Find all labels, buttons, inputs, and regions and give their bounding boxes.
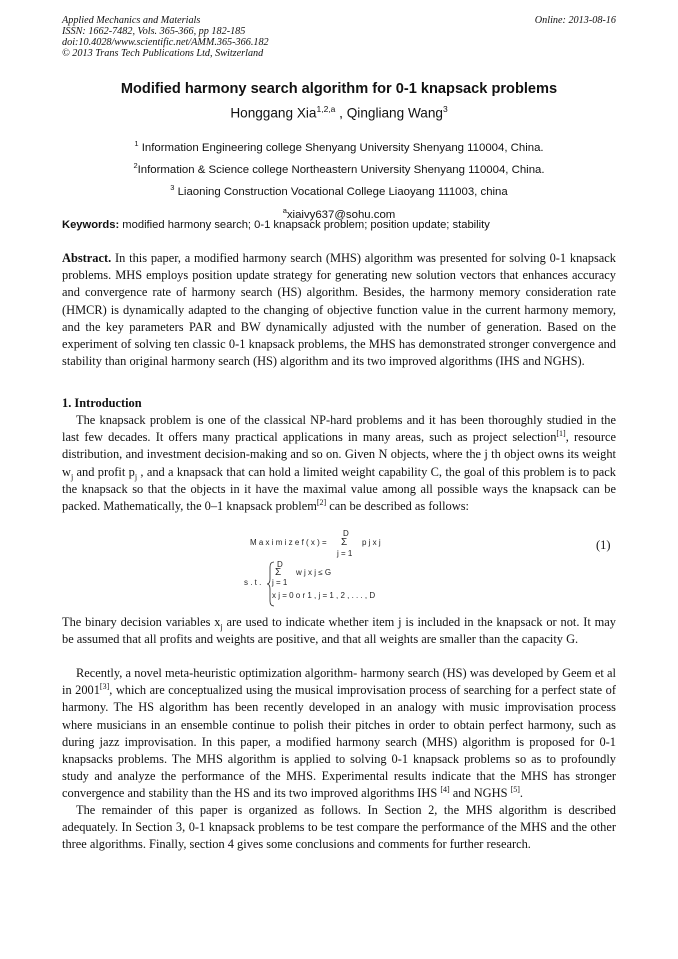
eq-c1-bottom: j = 1 <box>272 578 288 587</box>
citation: [2] <box>316 497 327 507</box>
subscript: j <box>70 472 74 482</box>
text-run: The knapsack problem is one of the classical NP-hard problems and it has been thoroughly studied in the last few decades. It offers many practical applications in many areas, such as project selection <box>62 413 616 445</box>
text-run: Recently, a novel meta-heuristic optimization algorithm- harmony search (HS) was developed by Geem et al in 2001 <box>62 666 616 698</box>
affiliation-sup: 1 <box>134 139 139 148</box>
text-run: , resource distribution, and investment decision-making and so on. Given N objects, where the j th object owns its weight w <box>62 430 616 479</box>
keywords-text: modified harmony search; 0-1 knapsack problem; position update; stability <box>119 219 490 231</box>
eq-subject-to: s . t . <box>244 578 262 587</box>
eq-constraint-1: w j x j ≤ G <box>296 568 332 577</box>
abstract-text: In this paper, a modified harmony search (MHS) algorithm was presented for solving 0-1 knapsack problems. MHS employs position update strategy for generating new solution vectors that enhances accuracy and convergence rate of harmony search (HS) algorithm. Besides, the harmony memory consideration rate (HMCR) is dynamically adapted to the changing of objective function value in the current harmony memory, and the key parameters PAR and BW dynamically adjusted with the number of generation. Based on the experiment of solving ten classic 0-1 knapsack problems, the MHS has demonstrated stronger convergence and stability than original harmony search (HS) algorithm and its two improved algorithms (IHS and NGHS). <box>62 251 616 369</box>
subscript: j <box>220 622 223 632</box>
eq-sum-symbol: Σ <box>341 537 348 548</box>
online-date: Online: 2013-08-16 <box>534 15 616 26</box>
intro-paragraph-2 <box>62 614 616 648</box>
affiliation-sup: 2 <box>133 161 138 171</box>
eq-sum-top: D <box>343 529 349 538</box>
affiliation-sup: 3 <box>170 183 175 193</box>
text-run: , and a knapsack that can hold a limited weight capability C, the goal of this problem is to pack the knapsack so that the objects in it have the maximal value among all possible ways the knapsack can be packed. Mathematically, the 0–1 knapsack problem <box>62 464 616 514</box>
equation-number: (1) <box>596 538 611 552</box>
author-line <box>62 104 616 121</box>
affiliations <box>62 135 616 224</box>
affiliation-3 <box>62 179 616 201</box>
author-1-sup: 1,2,a <box>316 104 336 114</box>
author-separator: , <box>335 105 347 121</box>
citation: [1] <box>556 429 566 439</box>
issn-line: ISSN: 1662-7482, Vols. 365-366, pp 182-185 <box>62 26 246 37</box>
citation: [4] <box>440 785 450 795</box>
text-run: and NGHS <box>449 786 511 801</box>
email-text: xiaivy637@sohu.com <box>286 208 396 221</box>
citation: [3] <box>99 682 110 692</box>
eq-objective-term: p j x j <box>362 538 381 547</box>
citation: [5] <box>510 785 520 795</box>
text-run: are used to indicate whether item j is included in the knapsack or not. It may be assumed that all profits and weights are positive, and that all weights are smaller than the capacity G. <box>62 615 616 647</box>
eq-c1-top: D <box>277 560 283 569</box>
keywords <box>62 219 616 231</box>
author-2: Qingliang Wang <box>346 105 443 121</box>
affiliation-text: Information & Science college Northeastern University Shenyang 110004, China. <box>137 164 545 176</box>
intro-paragraph-4 <box>62 802 616 854</box>
eq-constraint-2: x j = 0 o r 1 , j = 1 , 2 , . . . , D <box>272 591 376 600</box>
text-run: , which are conceptualized using the musical improvisation process of searching for a perfect state of harmony. The HS algorithm has been recently developed in an analogy with music improvisation process where musicians in an ensemble continue to polish their pitches in order to obtain perfect harmony, such as during jazz improvisation. In this paper, a modified harmony search (MHS) algorithm is proposed for 0-1 knapsacks problems. The MHS algorithm is applied to solving 0-1 knapsack problems so as to profoundly study and analyze the performance of the MHS. Experimental results indicate that the MHS has stronger convergence and stability than the HS and its two improved algorithms IHS <box>62 683 616 801</box>
keywords-label: Keywords: <box>62 219 120 231</box>
journal-name: Applied Mechanics and Materials <box>62 15 201 26</box>
eq-c1-symbol: Σ <box>275 567 282 578</box>
text-run: and profit p <box>73 464 135 479</box>
affiliation-text: Information Engineering college Shenyang University Shenyang 110004, China. <box>138 141 544 154</box>
doi-line: doi:10.4028/www.scientific.net/AMM.365-366.182 <box>62 37 269 48</box>
intro-paragraph-1 <box>62 412 616 515</box>
text-run: . <box>519 786 523 801</box>
author-1: Honggang Xia <box>230 105 317 121</box>
text-run: The binary decision variables x <box>62 615 221 629</box>
equation-1 <box>240 529 620 609</box>
intro-paragraph-3 <box>62 665 616 803</box>
abstract <box>62 250 616 370</box>
section-heading: 1. Introduction <box>62 396 142 410</box>
eq-sum-bottom: j = 1 <box>337 549 353 558</box>
copyright-line: © 2013 Trans Tech Publications Ltd, Switzerland <box>62 48 264 59</box>
affiliation-text: Liaoning Construction Vocational College Liaoyang 111003, china <box>174 186 508 199</box>
affiliation-2 <box>62 157 616 179</box>
text-run: can be described as follows: <box>326 499 469 514</box>
author-2-sup: 3 <box>442 104 448 114</box>
paper-title: Modified harmony search algorithm for 0-1 knapsack problems <box>120 81 558 97</box>
eq-objective: M a x i m i z e f ( x ) = <box>250 538 327 547</box>
affiliation-1 <box>62 135 616 157</box>
paragraph-text: The remainder of this paper is organized as follows. In Section 2, the MHS algorithm is described adequately. In Section 3, 0-1 knapsack problems to be test compare the performance of the MHS and the other three algorithms. Finally, section 4 gives some conclusions and comments for further research. <box>62 803 616 852</box>
affiliation-sup: a <box>282 205 287 215</box>
abstract-label: Abstract. <box>62 251 112 265</box>
journal-header <box>62 15 269 59</box>
subscript: j <box>134 472 138 482</box>
